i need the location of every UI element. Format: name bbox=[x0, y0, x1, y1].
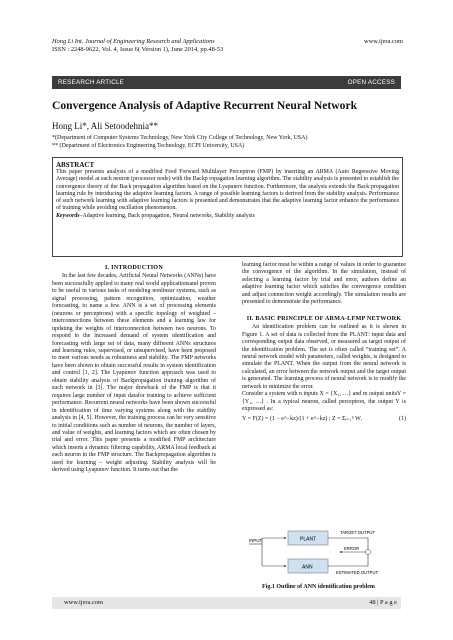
abstract-text: This paper presents analysis of a modified Feed Forward Multilayer Perceptron (FMP) by inserting an ARMA (Auto Regressive Moving Average) model at each neuron (processor node) with the Backp ropagation learning algorithm. The stability analysis is presented to establish the convergence theory of the Back propagation algorithm based on the Lyapunov function. Furthermore, the analysis extends the Back propagation learning rule by introducing the adaptive learning factors. A range of possible learning factors is derived from the stability analysis. Performance of such network learning with adaptive learning factors is presented and demonstrates that the adaptive learning factor enhance the performance of training while avoiding oscillation phenomenon. bbox=[56, 169, 399, 212]
equation-number: (1) bbox=[399, 415, 406, 422]
abstract-box bbox=[52, 157, 403, 257]
journal-line1: Hong Li Int. Journal of Engineering Research and Applications bbox=[52, 38, 215, 45]
article-banner bbox=[52, 76, 401, 89]
target-output-label: TARGET OUTPUT bbox=[340, 530, 375, 535]
error-label: ERROR bbox=[344, 546, 360, 551]
page-number: 48 | P a g e bbox=[369, 599, 397, 606]
keywords-text: –Adaptive learning, Back propagation, Neural networks, Stability analysis bbox=[79, 212, 255, 219]
ann-identification-figure bbox=[248, 528, 396, 580]
keywords-label: Keywords bbox=[56, 212, 80, 219]
figure-input-label: INPUT bbox=[249, 538, 263, 543]
equation-1 bbox=[242, 416, 406, 423]
paper-title: Convergence Analysis of Adaptive Recurrent Neural Network bbox=[52, 99, 358, 112]
figure-caption: Fig.1 Outline of ANN identification problem bbox=[262, 584, 375, 590]
section-heading-basic-principle: II. BASIC PRINCIPLE OF ARMA-LFMP NETWORK bbox=[246, 314, 402, 322]
access-type: OPEN ACCESS bbox=[347, 79, 395, 86]
intro-continuation: learning factor must be within a range of values in order to guarantee the convergence of the algorithm. In the simulation, instead of selecting a learning factor by trial and error, authors define an adaptive learning factor which satisfies the convergence condition and adjust connection weight accordingly. The simulation results are presented to demonstrate the performance. bbox=[242, 262, 406, 306]
article-type: RESEARCH ARTICLE bbox=[58, 79, 125, 86]
right-column bbox=[242, 262, 406, 425]
principle-paragraph: An identification problem can be outlined as it is shown in Figure 1. A set of data is collected from the PLANT: input data and corresponding output data observed, or measured as target output of the identification problem. The set is often called “training set”. A neural network model with parameters, called weights, is designed to simulate the PLANT. When the output from the neural network is calculated, an error between the network output and the target output is generated. The learning process of neural network is to modify the network to minimize the error. bbox=[242, 324, 406, 390]
page-footer bbox=[52, 598, 401, 609]
estimated-output-label: ESTIMATED OUTPUT bbox=[336, 570, 379, 575]
plant-label: PLANT bbox=[300, 536, 317, 543]
keywords bbox=[56, 213, 399, 220]
affiliations bbox=[52, 134, 402, 150]
left-column bbox=[52, 262, 216, 475]
affiliation-2: ** (Department of Electronics Engineering Technology, ECPI University, USA) bbox=[52, 143, 245, 149]
website-top[interactable]: www.ijera.com bbox=[364, 38, 403, 45]
paper-authors: Hong Li*, Ali Setoodehnia** bbox=[52, 121, 158, 131]
ann-label: ANN bbox=[302, 564, 313, 571]
abstract-heading: ABSTRACT bbox=[56, 161, 95, 169]
equation-text: Y = F(Z) = (1 − e^−kz)/(1 + e^−kz) ; Z = Σᵢ₌₁ⁿ Wᵢ bbox=[242, 415, 362, 422]
sum-node bbox=[366, 550, 371, 555]
journal-info bbox=[52, 38, 392, 54]
affiliation-1: *(Department of Computer Systems Technology, New York City College of Technology, New York, USA) bbox=[52, 135, 308, 141]
system-paragraph: Consider a system with n inputs X = {X₁, …} and m output unitsY = {Y₁, …} . In a typical neuron, called perceptron, the output Y is expressed as: bbox=[242, 391, 406, 413]
intro-paragraph: In the last few decades, Artificial Neural Networks (ANNs) have been successfully applied to many real world applicationsand proven to be useful in various tasks of modeling nonlinear systems, such as signal processing, pattern recognition, optimization, weather forecasting, to name a few. ANN is a set of processing elements (neurons or perceptrons) with a specific topology of weighted –interconnections between these elements and a learning law for updating the weights of interconnection between two neurons. To respond to the increased demand of system identification and forecasting with large set of data, many different ANNs structures and learning rules, supervised, or unsupervised, have been proposed to meet various needs as robustness and stability. The FMP networks have been shown to obtain successful results in system identification and control [1, 2]. The Lyapunov function approach was used to obtain stability analysis of Backpropagation training algorithm of such network in [3]. The major drawback of the FMP is that it requires large number of input datafor training to achieve sufficient performance. Recurrent neural networks have been shown successful in identification of time varying systems along with the stability analysis in [4, 5]. However, the training process can be very sensitive to initial conditions such as number of neurons, the number of layers, and value of weights, and learning factors which are often chosen by trial and error. This paper presents a modified FMP architecture which inserts a dynamic filtering capability, ARMA local feedback at each neuron in the FMP structure. The Backpropagation algorithm is used for learning – weight adjusting. Stability analysis will be derived using Lyapunov function. It turns out that the bbox=[52, 273, 216, 474]
footer-website[interactable]: www.ijera.com bbox=[64, 599, 103, 606]
journal-line2: ISSN : 2248-9622, Vol. 4, Issue 6( Version 1), June 2014, pp.48-53 bbox=[52, 46, 224, 54]
section-heading-introduction: I. INTRODUCTION bbox=[104, 264, 163, 271]
